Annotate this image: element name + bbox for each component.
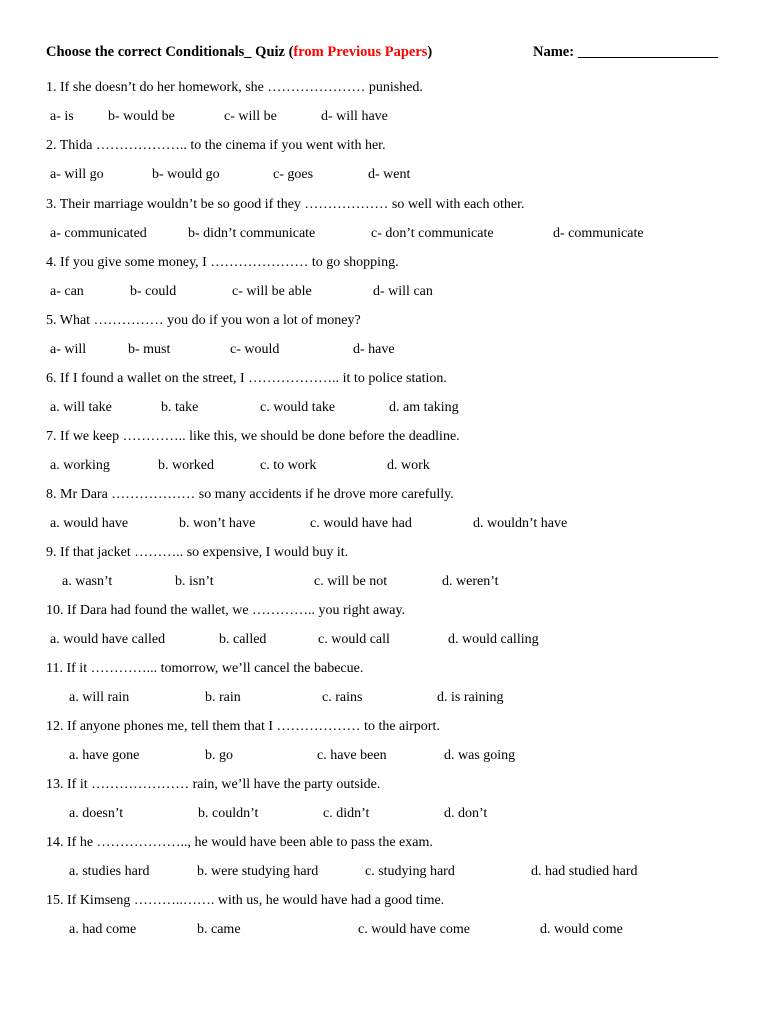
- question-1-option-b[interactable]: b- would be: [108, 109, 175, 124]
- question-8-option-c[interactable]: c. would have had: [310, 516, 412, 531]
- question-4-option-d[interactable]: d- will can: [373, 284, 433, 299]
- name-blank[interactable]: [578, 44, 718, 58]
- question-10-option-c[interactable]: c. would call: [318, 632, 390, 647]
- question-11-option-a[interactable]: a. will rain: [69, 690, 130, 705]
- question-12-option-c[interactable]: c. have been: [317, 748, 387, 763]
- question-4: 4. If you give some money, I ………………… to go shopping.: [46, 255, 399, 270]
- question-7-option-d[interactable]: d. work: [387, 458, 430, 473]
- question-14-option-d[interactable]: d. had studied hard: [531, 864, 638, 879]
- question-2: 2. Thida ……………….. to the cinema if you went with her.: [46, 138, 386, 153]
- question-10-option-d[interactable]: d. would calling: [448, 632, 539, 647]
- question-3-option-a[interactable]: a- communicated: [50, 226, 147, 241]
- question-2-option-c[interactable]: c- goes: [273, 167, 314, 182]
- question-3-option-b[interactable]: b- didn’t communicate: [188, 226, 316, 241]
- question-1: 1. If she doesn’t do her homework, she ………………… punished.: [46, 80, 423, 95]
- question-13-option-d[interactable]: d. don’t: [444, 806, 488, 821]
- question-8: 8. Mr Dara ……………… so many accidents if he drove more carefully.: [46, 487, 454, 502]
- question-4-option-b[interactable]: b- could: [130, 284, 177, 299]
- question-2-option-b[interactable]: b- would go: [152, 167, 220, 182]
- question-1-option-a[interactable]: a- is: [50, 109, 74, 124]
- question-2-option-d[interactable]: d- went: [368, 167, 411, 182]
- question-15: 15. If Kimseng ………..……. with us, he would have had a good time.: [46, 893, 445, 908]
- question-9-option-a[interactable]: a. wasn’t: [62, 574, 113, 589]
- question-5-option-c[interactable]: c- would: [230, 342, 280, 357]
- question-14-option-a[interactable]: a. studies hard: [69, 864, 150, 879]
- question-5: 5. What …………… you do if you won a lot of money?: [46, 313, 361, 328]
- question-3-option-c[interactable]: c- don’t communicate: [371, 226, 494, 241]
- name-label: Name:: [533, 44, 575, 60]
- question-9-option-c[interactable]: c. will be not: [314, 574, 388, 589]
- quiz-header: [46, 44, 736, 61]
- question-12-option-a[interactable]: a. have gone: [69, 748, 140, 763]
- question-6: 6. If I found a wallet on the street, I ……………….. it to police station.: [46, 371, 447, 386]
- question-10-option-b[interactable]: b. called: [219, 632, 267, 647]
- question-3: 3. Their marriage wouldn’t be so good if they ……………… so well with each other.: [46, 197, 525, 212]
- question-5-option-a[interactable]: a- will: [50, 342, 87, 357]
- question-13-option-b[interactable]: b. couldn’t: [198, 806, 259, 821]
- question-9-option-d[interactable]: d. weren’t: [442, 574, 499, 589]
- question-7-option-a[interactable]: a. working: [50, 458, 110, 473]
- question-1-option-d[interactable]: d- will have: [321, 109, 388, 124]
- question-10: 10. If Dara had found the wallet, we ………….. you right away.: [46, 603, 406, 618]
- title-text: Choose the correct Conditionals_ Quiz (: [46, 44, 294, 60]
- question-14-option-c[interactable]: c. studying hard: [365, 864, 455, 879]
- question-11-option-b[interactable]: b. rain: [205, 690, 241, 705]
- question-10-option-a[interactable]: a. would have called: [50, 632, 166, 647]
- question-14: 14. If he ……………….., he would have been able to pass the exam.: [46, 835, 433, 850]
- question-6-option-d[interactable]: d. am taking: [389, 400, 459, 415]
- question-15-option-b[interactable]: b. came: [197, 922, 241, 937]
- title-highlight: from Previous Papers: [293, 44, 428, 60]
- question-13-option-a[interactable]: a. doesn’t: [69, 806, 124, 821]
- question-8-option-a[interactable]: a. would have: [50, 516, 129, 531]
- title-close: ): [427, 44, 433, 60]
- question-15-option-c[interactable]: c. would have come: [358, 922, 470, 937]
- question-12-option-d[interactable]: d. was going: [444, 748, 516, 763]
- question-13-option-c[interactable]: c. didn’t: [323, 806, 370, 821]
- question-15-option-a[interactable]: a. had come: [69, 922, 137, 937]
- question-7-option-c[interactable]: c. to work: [260, 458, 317, 473]
- question-9: 9. If that jacket ……….. so expensive, I would buy it.: [46, 545, 349, 560]
- question-8-option-b[interactable]: b. won’t have: [179, 516, 256, 531]
- question-11-option-d[interactable]: d. is raining: [437, 690, 504, 705]
- question-5-option-d[interactable]: d- have: [353, 342, 395, 357]
- question-15-option-d[interactable]: d. would come: [540, 922, 623, 937]
- question-11: 11. If it …………... tomorrow, we’ll cancel the babecue.: [46, 661, 364, 676]
- question-1-option-c[interactable]: c- will be: [224, 109, 277, 124]
- question-4-option-a[interactable]: a- can: [50, 284, 84, 299]
- question-6-option-a[interactable]: a. will take: [50, 400, 112, 415]
- question-6-option-b[interactable]: b. take: [161, 400, 199, 415]
- question-12-option-b[interactable]: b. go: [205, 748, 233, 763]
- question-14-option-b[interactable]: b. were studying hard: [197, 864, 319, 879]
- question-13: 13. If it ………………… rain, we’ll have the party outside.: [46, 777, 381, 792]
- question-12: 12. If anyone phones me, tell them that I ……………… to the airport.: [46, 719, 440, 734]
- question-7-option-b[interactable]: b. worked: [158, 458, 214, 473]
- name-field: [533, 44, 718, 61]
- question-11-option-c[interactable]: c. rains: [322, 690, 363, 705]
- question-9-option-b[interactable]: b. isn’t: [175, 574, 214, 589]
- question-3-option-d[interactable]: d- communicate: [553, 226, 644, 241]
- question-7: 7. If we keep ………….. like this, we should be done before the deadline.: [46, 429, 460, 444]
- question-5-option-b[interactable]: b- must: [128, 342, 171, 357]
- question-4-option-c[interactable]: c- will be able: [232, 284, 312, 299]
- question-6-option-c[interactable]: c. would take: [260, 400, 336, 415]
- question-2-option-a[interactable]: a- will go: [50, 167, 104, 182]
- question-8-option-d[interactable]: d. wouldn’t have: [473, 516, 568, 531]
